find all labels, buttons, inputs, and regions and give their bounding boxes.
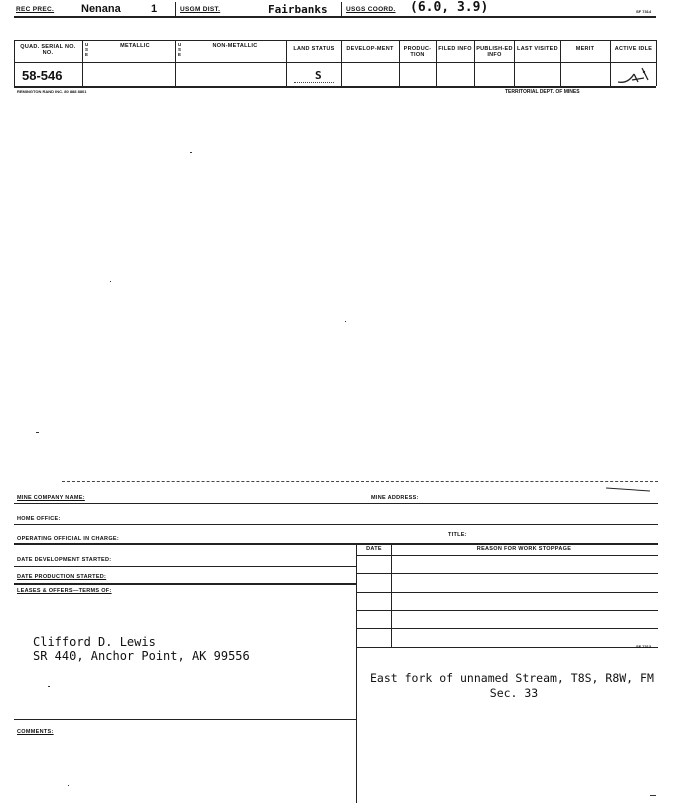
date-production-label: DATE PRODUCTION STARTED:	[17, 574, 107, 580]
heading-divider	[175, 2, 176, 16]
col-divider	[175, 40, 176, 86]
form-number-top: SF 7314	[636, 9, 652, 14]
rule	[14, 583, 356, 585]
rule	[356, 555, 658, 556]
scan-speck	[650, 795, 656, 796]
scan-speck	[68, 785, 69, 786]
serial-value: 58-546	[22, 68, 63, 83]
col-divider	[341, 40, 342, 86]
title-label: TITLE:	[448, 532, 467, 538]
scan-speck	[48, 686, 50, 687]
usgm-dist-value: Fairbanks	[268, 3, 328, 16]
location-line-1: East fork of unnamed Stream, T8S, R8W, FM	[370, 671, 654, 685]
rec-prec-number: 1	[151, 3, 158, 15]
comments-label: COMMENTS:	[17, 729, 54, 735]
col-filed-info: FILED INFO	[438, 46, 472, 52]
usgm-dist-label: USGM DIST.	[180, 6, 221, 13]
home-office-label: HOME OFFICE:	[17, 516, 61, 522]
col-land-status: LAND STATUS	[293, 46, 335, 52]
rec-prec-value: Nenana	[81, 3, 121, 15]
heading-divider	[341, 2, 342, 16]
rule	[14, 524, 658, 525]
lessee-name: Clifford D. Lewis	[33, 635, 156, 649]
edge-scratch	[606, 487, 650, 491]
col-active-idle: ACTIVE IDLE	[614, 46, 653, 52]
col-divider	[436, 40, 437, 86]
col-production: PRODUC-TION	[403, 46, 432, 58]
top-card-rule-1	[14, 16, 656, 18]
col-use-nonmetallic: U S E	[178, 42, 182, 57]
col-non-metallic: NON-METALLIC	[212, 43, 258, 49]
bottom-card-edge	[62, 481, 658, 482]
scan-speck	[36, 432, 39, 433]
column-header-rule	[14, 40, 656, 41]
lessee-address: SR 440, Anchor Point, AK 99556	[33, 649, 250, 663]
rule	[14, 503, 658, 504]
col-divider	[610, 40, 611, 86]
middle-divider	[356, 543, 357, 803]
reason-col-label: REASON FOR WORK STOPPAGE	[476, 546, 572, 552]
mine-address-label: MINE ADDRESS:	[371, 495, 419, 501]
land-status-dots	[294, 82, 334, 83]
rec-prec-label: REC PREC.	[16, 6, 55, 13]
rule	[356, 628, 658, 629]
col-divider	[514, 40, 515, 86]
col-development: DEVELOP-MENT	[346, 46, 394, 52]
rule	[356, 573, 658, 574]
col-quad-serial: QUAD. SERIAL NO. NO.	[20, 44, 76, 56]
rule	[14, 543, 658, 545]
usgs-coord-label: USGS COORD.	[346, 6, 396, 13]
col-divider	[82, 40, 83, 86]
col-divider	[286, 40, 287, 86]
operating-official-label: OPERATING OFFICIAL IN CHARGE:	[17, 536, 119, 542]
rule	[356, 592, 658, 593]
date-col-divider	[391, 543, 392, 647]
col-last-visited: LAST VISITED	[517, 46, 558, 52]
form-number-bottom: SF 7313	[636, 644, 652, 649]
land-status-value: S	[315, 69, 322, 82]
top-card-rule-3	[14, 86, 656, 88]
rule	[356, 610, 658, 611]
scan-speck	[345, 321, 346, 322]
col-divider	[14, 40, 15, 86]
usgs-coord-value: (6.0, 3.9)	[410, 0, 489, 15]
col-divider	[474, 40, 475, 86]
location-line-2: Sec. 33	[489, 686, 539, 700]
col-use-metallic: U S E	[85, 42, 89, 57]
rule	[14, 719, 356, 720]
department: TERRITORIAL DEPT. OF MINES	[505, 89, 580, 95]
leases-label: LEASES & OFFERS—TERMS OF:	[17, 588, 112, 594]
date-col-label: DATE	[366, 546, 382, 552]
col-divider	[656, 40, 657, 86]
col-merit: MERIT	[575, 46, 595, 52]
scan-speck	[190, 152, 192, 153]
scan-speck	[110, 281, 111, 282]
rule	[14, 566, 356, 567]
rule	[356, 647, 658, 648]
col-divider	[560, 40, 561, 86]
col-published-info: PUBLISH-ED INFO	[476, 46, 513, 58]
active-idle-mark	[614, 62, 654, 86]
date-development-label: DATE DEVELOPMENT STARTED:	[17, 557, 112, 563]
mine-company-name-label: MINE COMPANY NAME:	[17, 495, 85, 501]
printer-note: REMINGTON RAND INC. 80 888 8801	[17, 89, 87, 94]
col-metallic: METALLIC	[120, 43, 150, 49]
